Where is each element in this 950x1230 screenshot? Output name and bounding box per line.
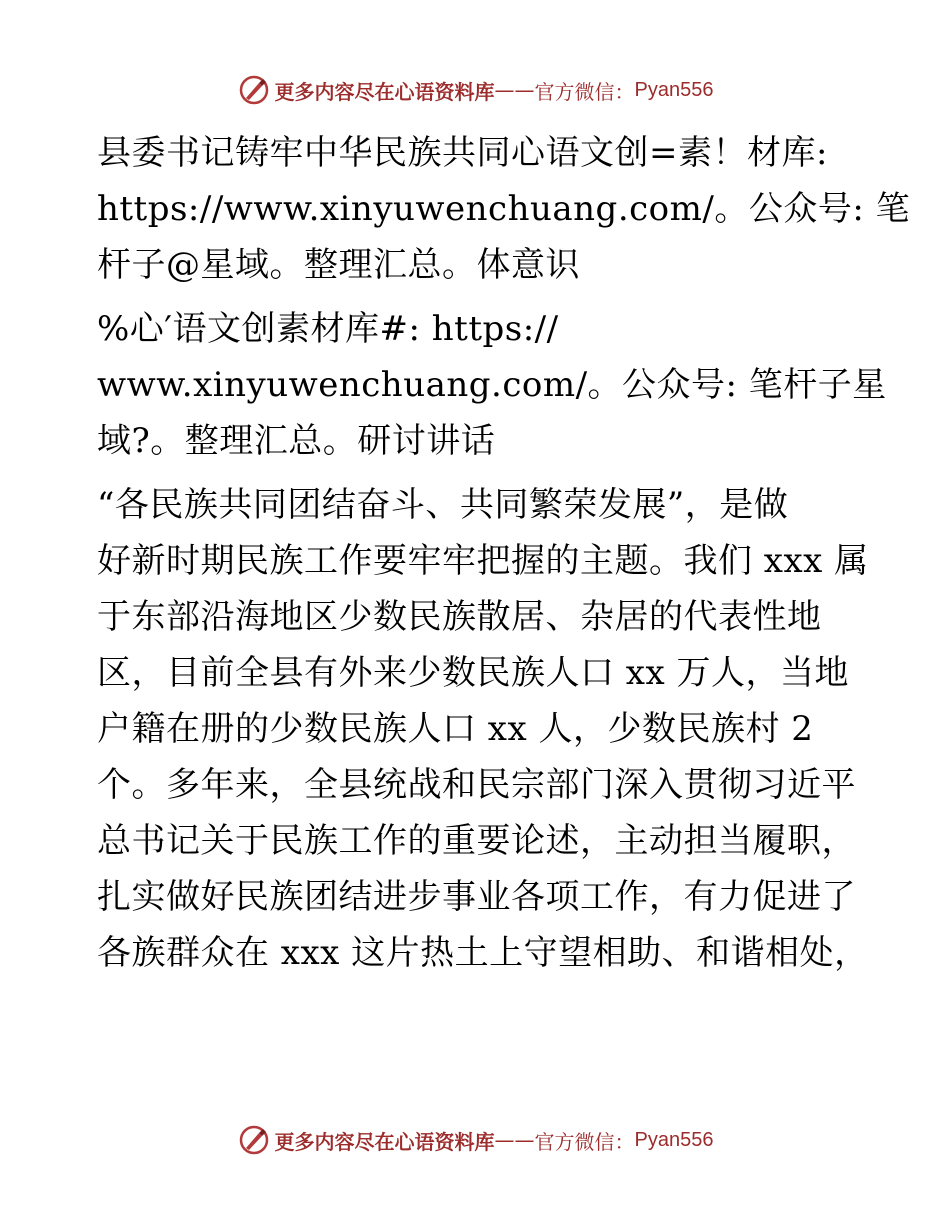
banner-wechat-label: 官方微信： bbox=[534, 79, 635, 104]
text-line: 杆子@星域。整理汇总。体意识 bbox=[97, 245, 580, 285]
text-line: 各族群众在 xxx 这片热土上守望相助、和谐相处， bbox=[97, 933, 869, 973]
header-watermark-banner bbox=[0, 70, 950, 110]
pen-logo-icon bbox=[237, 1123, 271, 1157]
text-line: https://www.xinyuwenchuang.com/。公众号: 笔 bbox=[97, 189, 911, 229]
text-line: www.xinyuwenchuang.com/。公众号: 笔杆子星 bbox=[97, 365, 887, 405]
banner-wechat-id: Pyan556 bbox=[634, 78, 714, 101]
banner-wechat-id: Pyan556 bbox=[634, 1128, 714, 1151]
banner-promo-text: 更多内容尽在心语资料库 bbox=[274, 79, 495, 104]
footer-watermark-banner bbox=[0, 1120, 950, 1160]
pen-logo-icon bbox=[237, 73, 271, 107]
text-line: 好新时期民族工作要牢牢把握的主题。我们 xxx 属 bbox=[97, 541, 869, 581]
text-line: 于东部沿海地区少数民族散居、杂居的代表性地 bbox=[97, 597, 822, 637]
text-line: 户籍在册的少数民族人口 xx 人，少数民族村 2 bbox=[97, 709, 814, 749]
document-body bbox=[97, 125, 911, 981]
text-line: 扎实做好民族团结进步事业各项工作，有力促进了 bbox=[97, 877, 856, 917]
text-line: “各民族共同团结奋斗、共同繁荣发展”，是做 bbox=[97, 485, 789, 525]
banner-separator: —— bbox=[494, 1128, 535, 1152]
text-line: 总书记关于民族工作的重要论述，主动担当履职， bbox=[97, 821, 856, 861]
paragraph bbox=[97, 125, 911, 293]
banner-separator: —— bbox=[494, 78, 535, 102]
text-line: 域?。整理汇总。研讨讲话 bbox=[97, 421, 496, 461]
text-line: 区，目前全县有外来少数民族人口 xx 万人，当地 bbox=[97, 653, 849, 693]
text-line: %心′语文创素材库#: https:// bbox=[97, 309, 559, 349]
text-line: 个。多年来，全县统战和民宗部门深入贯彻习近平 bbox=[97, 765, 856, 805]
banner-wechat-label: 官方微信： bbox=[534, 1129, 635, 1154]
banner-promo-text: 更多内容尽在心语资料库 bbox=[274, 1129, 495, 1154]
paragraph bbox=[97, 477, 869, 981]
paragraph bbox=[97, 301, 887, 469]
text-line: 县委书记铸牢中华民族共同心语文创=素！材库: bbox=[97, 133, 828, 173]
